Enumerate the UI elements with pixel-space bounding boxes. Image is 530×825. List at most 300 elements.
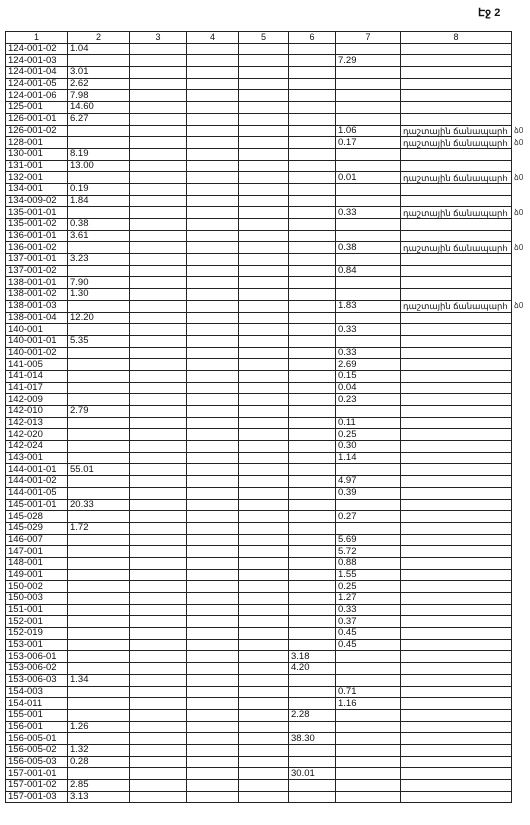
area-col6-cell <box>289 721 336 733</box>
parcel-code-cell: 157-001-03 <box>6 791 68 803</box>
parcel-code-cell: 140-001-01 <box>6 335 68 347</box>
area-col7-cell: 0.15 <box>336 370 401 382</box>
area-col2-cell <box>68 452 130 464</box>
parcel-code-cell: 142-020 <box>6 429 68 441</box>
area-col2-cell <box>68 476 130 488</box>
empty-col5-cell <box>239 417 289 429</box>
empty-col5-cell <box>239 721 289 733</box>
empty-col4-cell <box>187 476 239 488</box>
empty-col4-cell <box>187 242 239 254</box>
area-col6-cell <box>289 183 336 195</box>
area-col6-cell <box>289 487 336 499</box>
area-col2-cell <box>68 441 130 453</box>
area-col2-cell: 5.35 <box>68 335 130 347</box>
area-col2-cell <box>68 768 130 780</box>
area-col7-cell: 1.06 <box>336 125 401 137</box>
area-col2-cell <box>68 709 130 721</box>
area-col6-cell <box>289 125 336 137</box>
area-col2-cell: 2.85 <box>68 780 130 792</box>
area-col7-cell: 7.29 <box>336 55 401 67</box>
area-col6-cell <box>289 698 336 710</box>
note-cell <box>401 417 512 429</box>
parcel-code-cell: 141-005 <box>6 359 68 371</box>
area-col2-cell <box>68 698 130 710</box>
empty-col3-cell <box>130 312 187 324</box>
area-col6-cell <box>289 67 336 79</box>
table-row <box>6 137 512 149</box>
table-row <box>6 102 512 114</box>
note-cell <box>401 616 512 628</box>
empty-col3-cell <box>130 417 187 429</box>
parcel-code-cell: 136-001-02 <box>6 242 68 254</box>
area-col7-cell <box>336 780 401 792</box>
area-col6-cell <box>289 756 336 768</box>
parcel-code-cell: 146-007 <box>6 534 68 546</box>
area-col6-cell <box>289 277 336 289</box>
table-row <box>6 347 512 359</box>
empty-col3-cell <box>130 183 187 195</box>
empty-col3-cell <box>130 663 187 675</box>
area-col2-cell <box>68 359 130 371</box>
margin-mark: ձ0 <box>514 242 524 252</box>
empty-col4-cell <box>187 487 239 499</box>
area-col6-cell <box>289 522 336 534</box>
area-col6-cell <box>289 744 336 756</box>
empty-col4-cell <box>187 359 239 371</box>
area-col2-cell <box>68 137 130 149</box>
area-col6-cell <box>289 90 336 102</box>
empty-col4-cell <box>187 780 239 792</box>
parcel-code-cell: 144-001-05 <box>6 487 68 499</box>
area-col6-cell <box>289 406 336 418</box>
parcel-code-cell: 134-009-02 <box>6 195 68 207</box>
empty-col5-cell <box>239 148 289 160</box>
note-cell: դաշտային ճանապարհ <box>401 125 512 137</box>
table-row <box>6 370 512 382</box>
note-cell <box>401 756 512 768</box>
area-col2-cell <box>68 628 130 640</box>
table-row <box>6 312 512 324</box>
empty-col3-cell <box>130 370 187 382</box>
area-col2-cell <box>68 511 130 523</box>
empty-col3-cell <box>130 604 187 616</box>
area-col6-cell <box>289 569 336 581</box>
area-col2-cell: 1.30 <box>68 289 130 301</box>
area-col6-cell <box>289 359 336 371</box>
area-col7-cell: 0.23 <box>336 394 401 406</box>
empty-col5-cell <box>239 522 289 534</box>
empty-col4-cell <box>187 113 239 125</box>
area-col7-cell: 0.45 <box>336 639 401 651</box>
empty-col4-cell <box>187 429 239 441</box>
area-col6-cell <box>289 628 336 640</box>
area-col6-cell: 30.01 <box>289 768 336 780</box>
table-row <box>6 569 512 581</box>
empty-col5-cell <box>239 67 289 79</box>
empty-col4-cell <box>187 160 239 172</box>
empty-col4-cell <box>187 593 239 605</box>
table-row <box>6 230 512 242</box>
area-col6-cell <box>289 452 336 464</box>
table-row <box>6 78 512 90</box>
area-col6-cell <box>289 511 336 523</box>
note-cell <box>401 698 512 710</box>
area-col2-cell <box>68 172 130 184</box>
empty-col5-cell <box>239 686 289 698</box>
parcel-code-cell: 156-001 <box>6 721 68 733</box>
note-cell <box>401 511 512 523</box>
note-cell: դաշտային ճանապարհ <box>401 207 512 219</box>
parcel-code-cell: 134-001 <box>6 183 68 195</box>
empty-col5-cell <box>239 557 289 569</box>
note-cell <box>401 674 512 686</box>
empty-col5-cell <box>239 277 289 289</box>
parcel-code-cell: 124-001-04 <box>6 67 68 79</box>
area-col7-cell <box>336 148 401 160</box>
area-col6-cell <box>289 102 336 114</box>
area-col7-cell <box>336 464 401 476</box>
empty-col3-cell <box>130 651 187 663</box>
area-col7-cell <box>336 289 401 301</box>
empty-col5-cell <box>239 242 289 254</box>
table-row <box>6 546 512 558</box>
empty-col4-cell <box>187 441 239 453</box>
table-row <box>6 756 512 768</box>
note-cell <box>401 78 512 90</box>
table-row <box>6 593 512 605</box>
parcel-code-cell: 153-006-01 <box>6 651 68 663</box>
empty-col4-cell <box>187 67 239 79</box>
area-col6-cell <box>289 43 336 55</box>
area-col6-cell <box>289 78 336 90</box>
note-cell <box>401 686 512 698</box>
table-row <box>6 324 512 336</box>
table-row <box>6 441 512 453</box>
area-col2-cell <box>68 487 130 499</box>
area-col6-cell: 3.18 <box>289 651 336 663</box>
parcel-code-cell: 153-001 <box>6 639 68 651</box>
note-cell: դաշտային ճանապարհ <box>401 300 512 312</box>
empty-col4-cell <box>187 102 239 114</box>
area-col7-cell: 0.01 <box>336 172 401 184</box>
column-header: 8 <box>401 32 512 44</box>
page-number-label: Էջ 2 <box>478 7 501 19</box>
area-col2-cell <box>68 557 130 569</box>
table-row <box>6 335 512 347</box>
note-cell <box>401 522 512 534</box>
empty-col3-cell <box>130 499 187 511</box>
area-col6-cell: 38.30 <box>289 733 336 745</box>
parcel-code-cell: 128-001 <box>6 137 68 149</box>
parcel-code-cell: 131-001 <box>6 160 68 172</box>
parcel-code-cell: 135-001-01 <box>6 207 68 219</box>
area-col6-cell <box>289 219 336 231</box>
area-col7-cell <box>336 312 401 324</box>
note-cell <box>401 370 512 382</box>
parcel-code-cell: 154-003 <box>6 686 68 698</box>
empty-col3-cell <box>130 382 187 394</box>
empty-col3-cell <box>130 639 187 651</box>
area-col2-cell <box>68 417 130 429</box>
empty-col5-cell <box>239 593 289 605</box>
empty-col5-cell <box>239 756 289 768</box>
empty-col4-cell <box>187 370 239 382</box>
empty-col3-cell <box>130 780 187 792</box>
area-col6-cell <box>289 148 336 160</box>
area-col2-cell <box>68 604 130 616</box>
parcel-code-cell: 156-005-03 <box>6 756 68 768</box>
empty-col3-cell <box>130 628 187 640</box>
note-cell <box>401 429 512 441</box>
table-row <box>6 125 512 137</box>
parcel-code-cell: 137-001-02 <box>6 265 68 277</box>
empty-col4-cell <box>187 651 239 663</box>
empty-col5-cell <box>239 639 289 651</box>
margin-mark: ձ0 <box>514 137 524 147</box>
note-cell <box>401 476 512 488</box>
empty-col3-cell <box>130 347 187 359</box>
empty-col4-cell <box>187 347 239 359</box>
empty-col3-cell <box>130 102 187 114</box>
area-col7-cell: 0.33 <box>336 324 401 336</box>
empty-col4-cell <box>187 207 239 219</box>
note-cell <box>401 254 512 266</box>
empty-col5-cell <box>239 335 289 347</box>
area-col7-cell <box>336 160 401 172</box>
empty-col4-cell <box>187 639 239 651</box>
area-col2-cell <box>68 370 130 382</box>
parcel-code-cell: 142-013 <box>6 417 68 429</box>
area-col7-cell: 5.69 <box>336 534 401 546</box>
table-body <box>6 43 512 803</box>
empty-col5-cell <box>239 137 289 149</box>
parcel-code-cell: 137-001-01 <box>6 254 68 266</box>
empty-col4-cell <box>187 137 239 149</box>
area-col2-cell <box>68 125 130 137</box>
table-row <box>6 487 512 499</box>
table-row <box>6 67 512 79</box>
empty-col3-cell <box>130 476 187 488</box>
area-col2-cell: 2.79 <box>68 406 130 418</box>
empty-col3-cell <box>130 406 187 418</box>
note-cell <box>401 43 512 55</box>
empty-col3-cell <box>130 768 187 780</box>
empty-col3-cell <box>130 219 187 231</box>
empty-col5-cell <box>239 172 289 184</box>
area-col6-cell: 4.20 <box>289 663 336 675</box>
parcel-code-cell: 152-001 <box>6 616 68 628</box>
area-col2-cell <box>68 593 130 605</box>
column-header: 3 <box>130 32 187 44</box>
empty-col4-cell <box>187 417 239 429</box>
empty-col3-cell <box>130 242 187 254</box>
parcel-code-cell: 157-001-02 <box>6 780 68 792</box>
area-col6-cell <box>289 242 336 254</box>
parcel-code-cell: 149-001 <box>6 569 68 581</box>
empty-col5-cell <box>239 207 289 219</box>
note-cell <box>401 382 512 394</box>
parcel-code-cell: 138-001-04 <box>6 312 68 324</box>
empty-col3-cell <box>130 125 187 137</box>
empty-col5-cell <box>239 370 289 382</box>
land-parcel-table <box>5 31 512 803</box>
note-cell <box>401 406 512 418</box>
area-col2-cell: 7.90 <box>68 277 130 289</box>
empty-col4-cell <box>187 183 239 195</box>
note-cell <box>401 791 512 803</box>
empty-col4-cell <box>187 569 239 581</box>
empty-col5-cell <box>239 55 289 67</box>
area-col6-cell <box>289 534 336 546</box>
note-cell <box>401 557 512 569</box>
area-col7-cell <box>336 67 401 79</box>
area-col7-cell: 0.17 <box>336 137 401 149</box>
empty-col3-cell <box>130 148 187 160</box>
table-row <box>6 254 512 266</box>
empty-col5-cell <box>239 768 289 780</box>
area-col6-cell <box>289 639 336 651</box>
parcel-code-cell: 153-006-02 <box>6 663 68 675</box>
area-col2-cell <box>68 569 130 581</box>
area-col6-cell <box>289 791 336 803</box>
note-cell <box>401 183 512 195</box>
table-row <box>6 768 512 780</box>
note-cell <box>401 324 512 336</box>
empty-col4-cell <box>187 254 239 266</box>
empty-col4-cell <box>187 195 239 207</box>
table-row <box>6 148 512 160</box>
area-col7-cell: 0.84 <box>336 265 401 277</box>
parcel-code-cell: 141-017 <box>6 382 68 394</box>
empty-col4-cell <box>187 406 239 418</box>
area-col2-cell <box>68 324 130 336</box>
area-col6-cell <box>289 557 336 569</box>
parcel-code-cell: 144-001-02 <box>6 476 68 488</box>
parcel-code-cell: 138-001-01 <box>6 277 68 289</box>
empty-col3-cell <box>130 324 187 336</box>
empty-col3-cell <box>130 534 187 546</box>
empty-col4-cell <box>187 721 239 733</box>
area-col2-cell: 1.34 <box>68 674 130 686</box>
area-col7-cell <box>336 709 401 721</box>
area-col7-cell: 0.33 <box>336 207 401 219</box>
area-col2-cell <box>68 733 130 745</box>
parcel-code-cell: 135-001-02 <box>6 219 68 231</box>
parcel-code-cell: 140-001 <box>6 324 68 336</box>
note-cell <box>401 464 512 476</box>
empty-col3-cell <box>130 277 187 289</box>
table-row <box>6 300 512 312</box>
note-cell <box>401 569 512 581</box>
area-col2-cell <box>68 394 130 406</box>
empty-col5-cell <box>239 452 289 464</box>
area-col2-cell: 12.20 <box>68 312 130 324</box>
parcel-code-cell: 157-001-01 <box>6 768 68 780</box>
area-col6-cell <box>289 464 336 476</box>
area-col7-cell <box>336 522 401 534</box>
area-col7-cell: 1.27 <box>336 593 401 605</box>
table-row <box>6 277 512 289</box>
empty-col5-cell <box>239 733 289 745</box>
table-row <box>6 476 512 488</box>
table-row <box>6 651 512 663</box>
area-col7-cell: 0.11 <box>336 417 401 429</box>
empty-col4-cell <box>187 265 239 277</box>
empty-col5-cell <box>239 791 289 803</box>
area-col2-cell: 1.72 <box>68 522 130 534</box>
empty-col3-cell <box>130 195 187 207</box>
parcel-code-cell: 143-001 <box>6 452 68 464</box>
area-col6-cell <box>289 394 336 406</box>
area-col2-cell: 1.26 <box>68 721 130 733</box>
parcel-code-cell: 130-001 <box>6 148 68 160</box>
note-cell <box>401 219 512 231</box>
table-row <box>6 219 512 231</box>
empty-col5-cell <box>239 487 289 499</box>
area-col7-cell <box>336 335 401 347</box>
empty-col5-cell <box>239 382 289 394</box>
note-cell <box>401 733 512 745</box>
empty-col5-cell <box>239 300 289 312</box>
parcel-code-cell: 142-010 <box>6 406 68 418</box>
empty-col5-cell <box>239 125 289 137</box>
area-col2-cell <box>68 429 130 441</box>
area-col7-cell <box>336 744 401 756</box>
area-col2-cell <box>68 265 130 277</box>
empty-col3-cell <box>130 300 187 312</box>
note-cell <box>401 639 512 651</box>
area-col2-cell: 1.84 <box>68 195 130 207</box>
area-col2-cell: 14.60 <box>68 102 130 114</box>
area-col6-cell <box>289 55 336 67</box>
empty-col5-cell <box>239 265 289 277</box>
empty-col3-cell <box>130 709 187 721</box>
empty-col4-cell <box>187 464 239 476</box>
table-row <box>6 452 512 464</box>
area-col7-cell <box>336 254 401 266</box>
empty-col4-cell <box>187 768 239 780</box>
parcel-code-cell: 156-005-02 <box>6 744 68 756</box>
empty-col5-cell <box>239 709 289 721</box>
area-col7-cell: 1.14 <box>336 452 401 464</box>
area-col2-cell: 7.98 <box>68 90 130 102</box>
parcel-code-cell: 153-006-03 <box>6 674 68 686</box>
note-cell <box>401 148 512 160</box>
area-col2-cell <box>68 616 130 628</box>
empty-col4-cell <box>187 289 239 301</box>
parcel-code-cell: 132-001 <box>6 172 68 184</box>
empty-col4-cell <box>187 674 239 686</box>
column-number-header-row <box>6 32 512 44</box>
note-cell <box>401 67 512 79</box>
area-col7-cell <box>336 674 401 686</box>
parcel-code-cell: 138-001-02 <box>6 289 68 301</box>
empty-col4-cell <box>187 791 239 803</box>
area-col7-cell: 0.45 <box>336 628 401 640</box>
table-row <box>6 522 512 534</box>
note-cell <box>401 651 512 663</box>
parcel-code-cell: 141-014 <box>6 370 68 382</box>
parcel-code-cell: 126-001-02 <box>6 125 68 137</box>
area-col2-cell <box>68 347 130 359</box>
area-col6-cell <box>289 254 336 266</box>
empty-col3-cell <box>130 546 187 558</box>
table-row <box>6 382 512 394</box>
area-col6-cell <box>289 382 336 394</box>
table-row <box>6 406 512 418</box>
note-cell <box>401 90 512 102</box>
area-col7-cell <box>336 791 401 803</box>
